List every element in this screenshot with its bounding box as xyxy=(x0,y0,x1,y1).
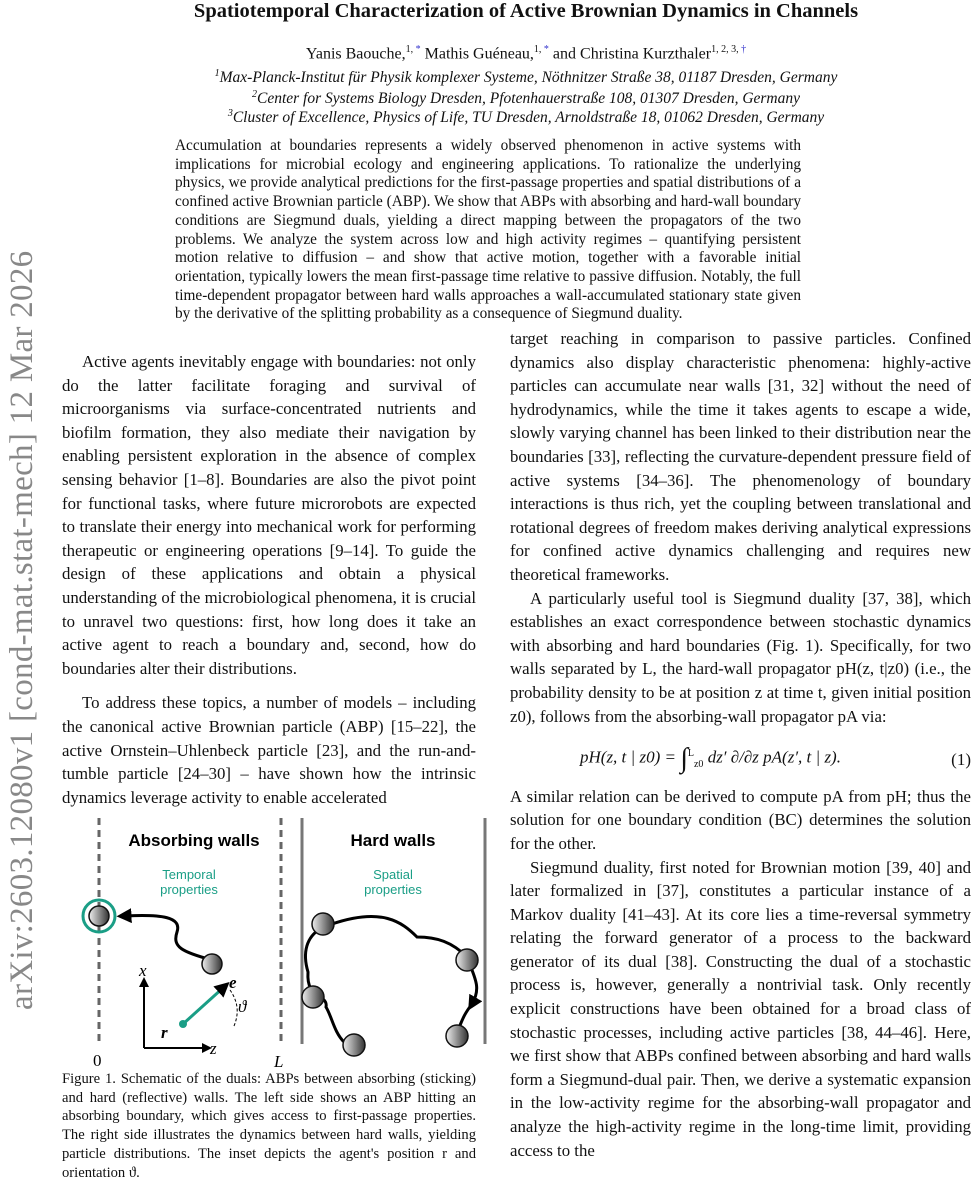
author-affil: 1, xyxy=(405,44,416,55)
author-affil: 1, 2, 3, xyxy=(711,44,742,55)
trajectory xyxy=(332,916,477,1004)
label-x: x xyxy=(139,961,147,980)
label-absorbing-walls: Absorbing walls xyxy=(128,831,260,850)
footnote-link[interactable]: * xyxy=(415,44,421,55)
equation-number: (1) xyxy=(951,749,971,769)
affiliation xyxy=(80,68,972,87)
figure-caption: Figure 1. Schematic of the duals: ABPs between absorbing (sticking) and hard (reflective) walls. The left side shows an ABP hitting an absorbing boundary, which gives access to first-passage properties. The right side illustrates the dynamics between hard walls, yielding particle distributions. The inset depicts the agent's position r and orientation ϑ. xyxy=(62,1071,476,1181)
footnote-link[interactable]: * xyxy=(543,44,549,55)
footnote-link[interactable]: † xyxy=(741,44,747,55)
right-column xyxy=(510,327,971,1162)
paragraph: Siegmund duality, first noted for Brownian motion [39, 40] and later formalized in [37], constitutes a particular instance of a Markov duality [41–43]. At its core lies a time-reversal symmetry relating the forward generator of a process to the backward generator of its dual [38]. Constructing the dual of a stochastic process is, however, generally a nontrivial task. Only recently explicit constructions have been obtained for a broad class of stochastic processes, including active particles [38, 44–46]. Here, we first show that ABPs confined between absorbing and hard walls form a Siegmund-dual pair. Then, we derive a systematic expansion in the low-activity regime for the absorbing-wall propagator and analyze the high-activity regime in the long-time limit, providing access to the xyxy=(510,857,971,1160)
paragraph: A particularly useful tool is Siegmund duality [37, 38], which establishes an exact correspondence between stochastic dynamics with absorbing and hard boundaries (Fig. 1). Specifically, for two walls separated by L, the hard-wall propagator pH(z, t|z0) (i.e., the probability density to be at position z at time t, given initial position z0), follows from the absorbing-wall propagator pA via: xyxy=(510,588,971,726)
affil-text: Center for Systems Biology Dresden, Pfotenhauerstraße 108, 01307 Dresden, Germany xyxy=(257,90,800,108)
equation-body: pH(z, t | z0) = ∫$^L_{z0}$ dz′ ∂/∂z pA(z′, t | z). xyxy=(580,743,841,775)
abstract: Accumulation at boundaries represents a widely observed phenomenon in active systems with implications for microbial ecology and engineering applications. To rationalize the underlying physics, we provide analytical predictions for the first-passage properties and spatial distributions of a confined active Brownian particle (ABP). We show that ABPs with absorbing and hard-wall boundary conditions are Siegmund duals, yielding a direct mapping between the propagators of the two problems. We analyze the system across low and high activity regimes – quantifying persistent motion relative to diffusion – and show that active motion, together with a favorable initial orientation, typically lowers the mean first-passage time relative to passive diffusion. Notably, the full time-dependent propagator between hard walls approaches a wall-accumulated stationary state given by the derivative of the splitting probability as a consequence of Siegmund duality. xyxy=(175,137,801,323)
paper-title: Spatiotemporal Characterization of Active Brownian Dynamics in Channels xyxy=(193,0,859,22)
author-affil: 1, xyxy=(533,44,544,55)
trajectory xyxy=(124,915,212,960)
eq-lhs: pH(z, t | z0) = xyxy=(580,747,681,767)
arxiv-stamp: arXiv:2603.12080v1 [cond-mat.stat-mech] 12 Mar 2026 xyxy=(4,250,40,1010)
position-dot xyxy=(179,1020,187,1028)
author: Mathis Guéneau, xyxy=(424,45,534,63)
label-L: L xyxy=(274,1052,284,1071)
author: Yanis Baouche, xyxy=(305,45,406,63)
affil-number: 2 xyxy=(252,89,257,100)
affil-number: 3 xyxy=(227,108,233,119)
affil-text: Cluster of Excellence, Physics of Life, TU Dresden, Arnoldstraße 18, 01062 Dresden, Germany xyxy=(232,109,825,127)
particles xyxy=(89,906,478,1056)
orientation-vector xyxy=(183,987,224,1024)
label-r: r xyxy=(161,1023,168,1042)
figure-1 xyxy=(62,812,482,1071)
trajectory xyxy=(322,998,344,1042)
affiliation xyxy=(80,89,972,108)
label-properties: properties xyxy=(160,882,218,897)
label-hard-walls: Hard walls xyxy=(350,831,436,850)
affil-number: 1 xyxy=(214,68,220,79)
label-properties: properties xyxy=(364,882,422,897)
label-z: z xyxy=(210,1039,217,1058)
paragraph: Active agents inevitably engage with boundaries: not only do the latter facilitate foraging and survival of microorganisms via surface-concentrated nutrients and biofilm formation, they also mediate their navigation by enabling persistent exploration in the absence of complex sensing behavior [1–8]. Boundaries are also the pivot point for functional tasks, where future microrobots are expected to translate their energy into mechanical work for performing therapeutic or engineering operations [9–14]. To guide the design of these applications and obtain a physical understanding of the microbiological phenomena, it is crucial to unravel two questions: first, how long does it take an active agent to reach a boundary and, second, how do boundaries alter their distributions. xyxy=(62,352,476,678)
left-column xyxy=(62,350,476,809)
eq-lower: z0 xyxy=(693,759,704,771)
label-spatial: Spatial xyxy=(373,867,413,882)
paragraph: target reaching in comparison to passive particles. Confined dynamics also display characteristic phenomena: highly-active particles can accumulate near walls [31, 32] without the need of hydrodynamics, while the time it takes agents to escape a wide, slowly varying channel has been linked to their distribution near the boundaries [33], reflecting the curvature-dependent pressure field of active systems [34–36]. The phenomenology of boundary interactions is thus rich, yet the coupling between translational and rotational degrees of freedom makes deriving analytical expressions for confined active dynamics challenging and requires new theoretical frameworks. xyxy=(510,329,971,584)
label-theta: ϑ xyxy=(238,997,247,1016)
paragraph: To address these topics, a number of models – including the canonical active Brownian particle (ABP) [15–22], the active Ornstein–Uhlenbeck particle [23], and the run-and-tumble particle [24–30] – have shown how the intrinsic dynamics leverage activity to enable accelerated xyxy=(62,693,476,807)
affil-text: Max-Planck-Institut für Physik komplexer Systeme, Nöthnitzer Straße 38, 01187 Dresden, Germany xyxy=(219,69,838,87)
label-0: 0 xyxy=(93,1051,102,1070)
authors xyxy=(80,44,972,63)
affiliation xyxy=(80,108,972,127)
eq-rhs: dz′ ∂/∂z pA(z′, t | z). xyxy=(707,747,841,767)
label-temporal: Temporal xyxy=(162,867,216,882)
paragraph: A similar relation can be derived to compute pA from pH; thus the solution for one boundary condition (BC) determines the solution for the other. xyxy=(510,786,971,853)
equation-1 xyxy=(510,742,971,777)
angle-arc xyxy=(230,990,237,1026)
label-e: e xyxy=(229,973,237,992)
eq-upper: L xyxy=(687,748,694,760)
author: and Christina Kurzthaler xyxy=(552,45,712,63)
